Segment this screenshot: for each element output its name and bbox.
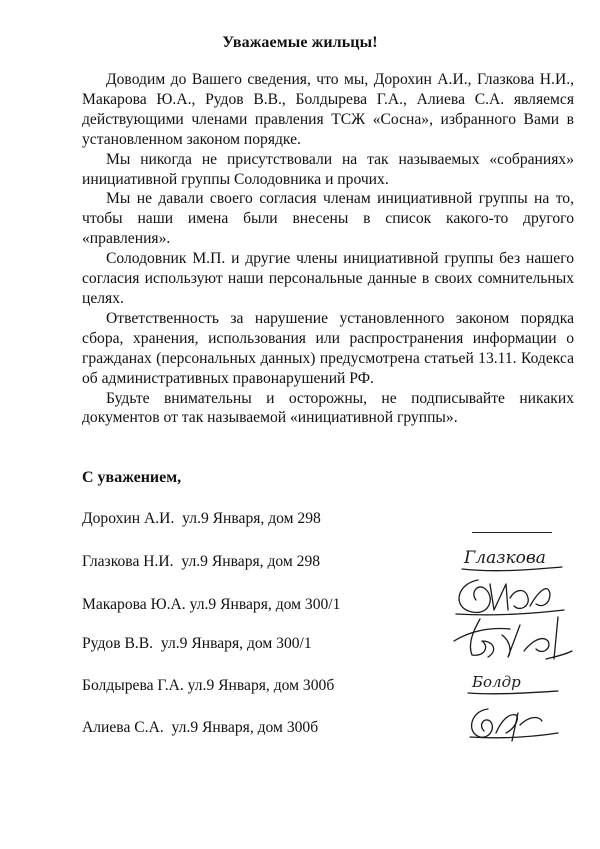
signatory-address: ул.9 Января, дом 298 bbox=[181, 553, 321, 570]
signatory-address: ул.9 Января, дом 300б bbox=[187, 677, 335, 694]
signatory-address: ул.9 Января, дом 300б bbox=[171, 719, 319, 736]
signatory-address: ул.9 Января, дом 298 bbox=[182, 510, 321, 527]
paragraph-1: Доводим до Вашего сведения, что мы, Дорохин А.И., Глазкова Н.И., Макарова Ю.А., Рудов В.В., Болдырева Г.А., Алиева С.А. являемся действующими членами правления ТСЖ «Сосна», избранного Вами в установленном законом порядке. bbox=[82, 71, 574, 148]
signatory-line bbox=[82, 677, 334, 695]
letter-title: Уважаемые жильцы! bbox=[222, 34, 378, 51]
signatory-line bbox=[82, 510, 321, 528]
handwritten-signature bbox=[466, 669, 566, 703]
handwritten-signature bbox=[450, 611, 575, 663]
signatory-line bbox=[82, 719, 318, 737]
signatory-name: Дорохин А.И. bbox=[82, 510, 175, 527]
paragraph-3: Мы не давали своего согласия членам инициативной группы на то, чтобы наши имена были внесены в список какого-то другого «правления». bbox=[82, 190, 574, 248]
signatory-name: Рудов В.В. bbox=[82, 635, 154, 652]
signatory-name: Макарова Ю.А. bbox=[82, 596, 186, 613]
signatory-line bbox=[82, 635, 312, 653]
signatory-address: ул.9 Января, дом 300/1 bbox=[189, 596, 341, 613]
signatory-line bbox=[82, 596, 340, 614]
paragraph-5: Ответственность за нарушение установленного законом порядка сбора, хранения, использования или распространения информации о гражданах (персональных данных) предусмотрена статьей 13.11. Кодекса об административных правонарушений РФ. bbox=[82, 309, 574, 387]
paragraph-2: Мы никогда не присутствовали на так называемых «собраниях» инициативной группы Солодовника и прочих. bbox=[82, 150, 574, 188]
paragraph-6: Будьте внимательны и осторожны, не подписывайте никаких документов от так называемой «инициативной группы». bbox=[82, 389, 574, 427]
signature-glyph: Болдр bbox=[472, 673, 521, 691]
handwritten-signature bbox=[462, 703, 562, 743]
signatory-line bbox=[82, 553, 320, 571]
handwritten-signature bbox=[458, 539, 568, 579]
signatory-address: ул.9 Января, дом 300/1 bbox=[160, 635, 312, 652]
paragraph-4: Солодовник М.П. и другие члены инициативной группы без нашего согласия используют наши персональные данные в своих сомнительных целях. bbox=[82, 250, 574, 307]
closing-salutation: С уважением, bbox=[82, 469, 182, 486]
signatory-row-6 bbox=[82, 719, 582, 759]
signatory-name: Глазкова Н.И. bbox=[82, 553, 174, 570]
signature-glyph: Глазкова bbox=[464, 548, 546, 568]
signature-line bbox=[472, 532, 552, 533]
signatory-name: Болдырева Г.А. bbox=[82, 677, 184, 694]
letter-body bbox=[82, 70, 574, 428]
signatory-name: Алиева С.А. bbox=[82, 719, 164, 736]
